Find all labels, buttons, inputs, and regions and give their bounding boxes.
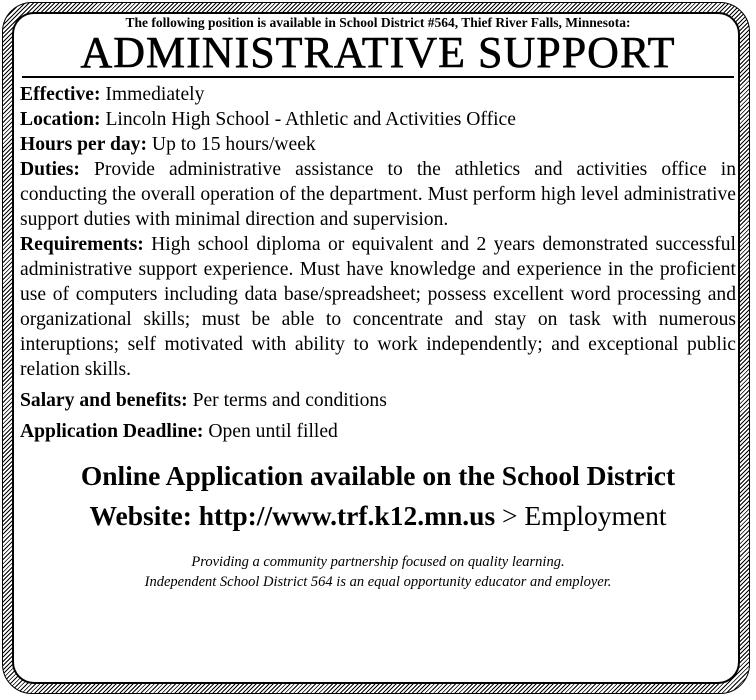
field-requirements-value: High school diploma or equivalent and 2 years demonstrated successful administrative support experience. Must have knowledge and experience in the proficient use of computers including data base/spreadsheet; possess excellent word processing and organizational skills; must be able to concentrate and stay on task with numerous interuptions; self motivated with ability to work independently; and exceptional public relation skills. [20,234,736,380]
field-location-label: Location: [20,109,101,130]
online-application [20,456,736,536]
field-duties-label: Duties: [20,159,80,180]
field-effective [20,82,736,107]
website-suffix: > Employment [502,500,667,531]
field-deadline [20,419,736,444]
field-hours-value: Up to 15 hours/week [151,134,316,155]
ad-footer [20,552,736,592]
online-line1: Online Application available on the School District [80,460,676,491]
field-salary [20,388,736,413]
ad-title: ADMINISTRATIVE SUPPORT [80,28,676,77]
website-link[interactable]: Website: http://www.trf.k12.mn.us [89,500,496,531]
field-requirements-label: Requirements: [20,234,144,255]
field-hours-label: Hours per day: [20,134,148,155]
footer-line2: Independent School District 564 is an equal opportunity educator and employer. [144,574,612,590]
field-deadline-label: Application Deadline: [20,421,204,442]
footer-line1: Providing a community partnership focused on quality learning. [191,554,565,570]
field-duties-value: Provide administrative assistance to the athletics and activities office in conducting the overall operation of the department. Must perform high level administrative support duties with minimal direction and supervision. [20,159,736,230]
field-duties [20,157,736,232]
field-requirements [20,232,736,382]
field-salary-label: Salary and benefits: [20,390,188,411]
field-deadline-value: Open until filled [208,421,338,442]
field-effective-value: Immediately [105,84,205,105]
field-location-value: Lincoln High School - Athletic and Activities Office [105,109,516,130]
field-hours [20,132,736,157]
ad-preheader: The following position is available in School District #564, Thief River Falls, Minnesota: [125,15,631,30]
ad-content [20,14,736,592]
field-location [20,107,736,132]
field-salary-value: Per terms and conditions [192,390,387,411]
field-effective-label: Effective: [20,84,101,105]
